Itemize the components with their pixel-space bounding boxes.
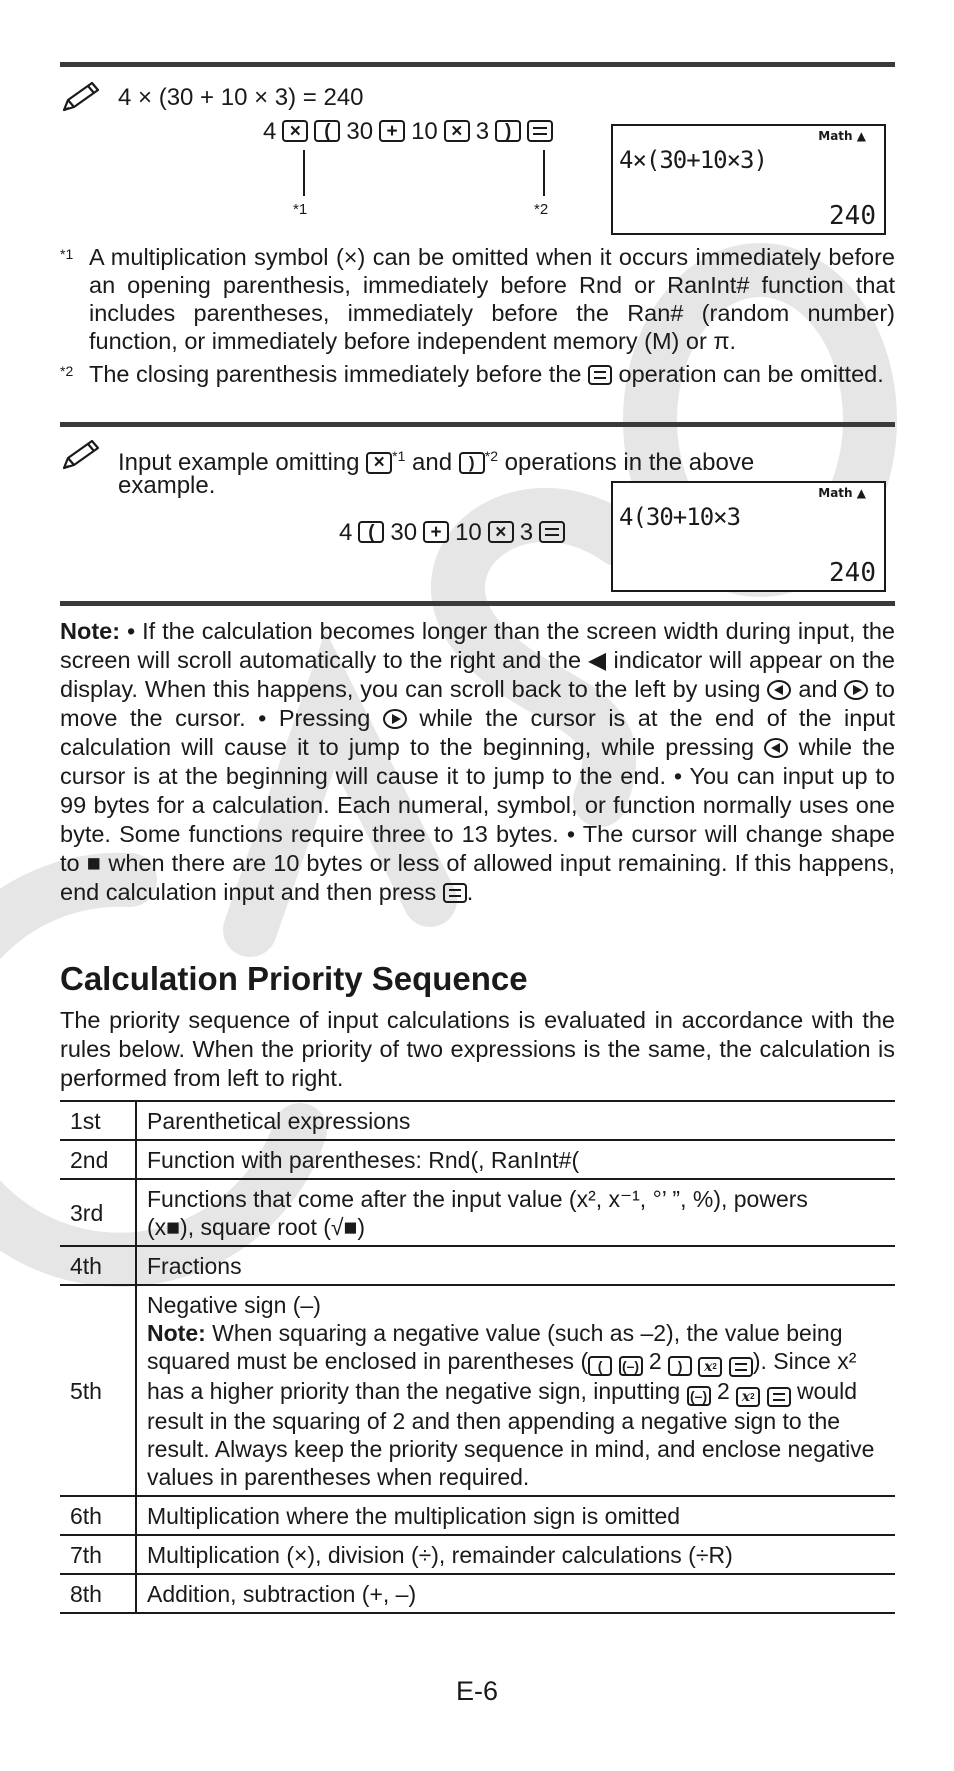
description-cell: Addition, subtraction (+, –) (136, 1574, 895, 1613)
section-heading: Calculation Priority Sequence (60, 960, 528, 997)
table-row (60, 1246, 895, 1285)
calculator-display (611, 124, 886, 235)
display-expression: 4(30+10×3 (619, 503, 741, 531)
description-cell: Functions that come after the input value (x², x⁻¹, °’ ”, %), powers (x■), square root (√■) (136, 1179, 895, 1246)
rank-cell: 2nd (60, 1140, 136, 1179)
key-sequence (263, 117, 553, 147)
cursor-right-key (383, 709, 407, 729)
table-row (60, 1179, 895, 1246)
rank-cell: 1st (60, 1101, 136, 1140)
display-mode-indicator: Math ▲ (818, 129, 866, 143)
note-paragraph: Note: • If the calculation becomes longer than the screen width during input, the screen will scroll automatically to the right and the ◀ indicator will appear on the display. When this happens, you can scroll back to the left by using and to move the cursor. • Pressing while the cursor is at the end of the input calculation will cause it to jump to the beginning, while pressing while the cursor is at the beginning will cause it to jump to the end. • You can input up to 99 bytes for a calculation. Each numeral, symbol, or function normally uses one byte. Some functions require three to 13 bytes. • The cursor will change shape to ■ when there are 10 bytes or less of allowed input remaining. If this happens, end calculation input and then press . (60, 618, 896, 905)
plus-key: + (423, 521, 449, 543)
key-sequence-number: 10 (411, 118, 438, 145)
section-rule (60, 62, 895, 67)
close-paren-key: ) (459, 452, 485, 474)
description-cell: Function with parentheses: Rnd(, RanInt#( (136, 1140, 895, 1179)
section-rule (60, 422, 895, 427)
open-paren-key: ( (314, 120, 340, 142)
key-sequence-number: 10 (455, 519, 482, 546)
calculator-display (611, 481, 886, 592)
footnote-text: A multiplication symbol (×) can be omitted when it occurs immediately before an opening parenthesis, immediately before Rnd or RanInt# function that includes parentheses, immediately before the Ran# (random number) function, or immediately before independent memory (M) or π. (89, 244, 895, 354)
callout-line-1 (303, 150, 305, 196)
display-result: 240 (829, 201, 876, 231)
display-expression: 4×(30+10×3) (619, 146, 767, 174)
section-intro: The priority sequence of input calculations is evaluated in accordance with the rules below. When the priority of two expressions is the same, the calculation is performed from left to right. (60, 1007, 895, 1091)
display-result: 240 (829, 558, 876, 588)
key-sequence-number: 3 (519, 519, 534, 546)
rank-cell: 3rd (60, 1179, 136, 1246)
open-paren-key: ( (358, 521, 384, 543)
rank-cell: 6th (60, 1496, 136, 1535)
key-sequence-number: 30 (346, 118, 374, 145)
pencil-icon (58, 80, 104, 116)
table-row (60, 1496, 895, 1535)
example-description-line2: example. (118, 472, 216, 499)
negative-key: (–) (619, 1356, 643, 1376)
key-sequence-number: 3 (475, 118, 490, 145)
equals-key (729, 1357, 753, 1377)
key-sequence-number: 4 (263, 118, 277, 145)
callout-label-2: *2 (534, 201, 549, 218)
table-row (60, 1535, 895, 1574)
table-row (60, 1574, 895, 1613)
equals-key (539, 521, 565, 543)
square-key: x 2 (736, 1387, 760, 1407)
section-rule (60, 601, 895, 606)
equals-key (767, 1387, 791, 1407)
footnote-mark: *1 (60, 246, 74, 262)
multiply-key: × (366, 452, 392, 474)
rank-cell: 5th (60, 1285, 136, 1496)
description-cell: Negative sign (–) Note: When squaring a negative value (such as –2), the value being squared must be enclosed in parentheses ( ( (–) 2 ) x 2 ). Since x² has a higher priority than the negative sign, inputting (–) 2 x 2 would result in the squaring of 2 and then appending a negative sign to the result. Always keep the priority sequence in mind, and enclose negative values in parentheses when required. (136, 1285, 895, 1496)
plus-key: + (379, 120, 405, 142)
equals-key (588, 365, 612, 385)
footnote-2 (60, 360, 895, 388)
rank-cell: 8th (60, 1574, 136, 1613)
footnote-1 (60, 243, 895, 355)
description-cell: Multiplication where the multiplication sign is omitted (136, 1496, 895, 1535)
description-cell: Parenthetical expressions (136, 1101, 895, 1140)
example-equation: 4 × (30 + 10 × 3) = 240 (118, 84, 364, 111)
pencil-icon (58, 438, 104, 474)
square-key: x 2 (698, 1357, 722, 1377)
footnote-text: The closing parenthesis immediately before the operation can be omitted. (89, 361, 884, 387)
cursor-left-key (764, 738, 788, 758)
callout-label-1: *1 (293, 201, 308, 218)
note-label: Note: (60, 618, 121, 644)
priority-table (60, 1100, 895, 1614)
description-cell: Multiplication (×), division (÷), remainder calculations (÷R) (136, 1535, 895, 1574)
rank-cell: 4th (60, 1246, 136, 1285)
equals-key (527, 120, 553, 142)
table-row (60, 1285, 895, 1496)
key-sequence (339, 518, 565, 548)
rank-cell: 7th (60, 1535, 136, 1574)
display-mode-indicator: Math ▲ (818, 486, 866, 500)
footnote-mark: *2 (60, 363, 74, 379)
table-row (60, 1101, 895, 1140)
cursor-right-key (844, 680, 868, 700)
negative-key: (–) (687, 1386, 711, 1406)
page-number: E-6 (455, 1676, 499, 1706)
equals-key (443, 883, 467, 903)
multiply-key: × (282, 120, 308, 142)
table-row (60, 1140, 895, 1179)
key-sequence-number: 30 (390, 519, 418, 546)
example-description: Input example omitting × $^{*1}$ and ) $^{*2}$ operations in the above (118, 448, 755, 476)
multiply-key: × (488, 521, 514, 543)
close-paren-key: ) (668, 1356, 692, 1376)
key-sequence-number: 4 (339, 519, 353, 546)
callout-line-2 (543, 150, 545, 196)
open-paren-key: ( (588, 1356, 612, 1376)
close-paren-key: ) (495, 120, 521, 142)
cursor-left-key (767, 680, 791, 700)
multiply-key: × (444, 120, 470, 142)
description-cell: Fractions (136, 1246, 895, 1285)
